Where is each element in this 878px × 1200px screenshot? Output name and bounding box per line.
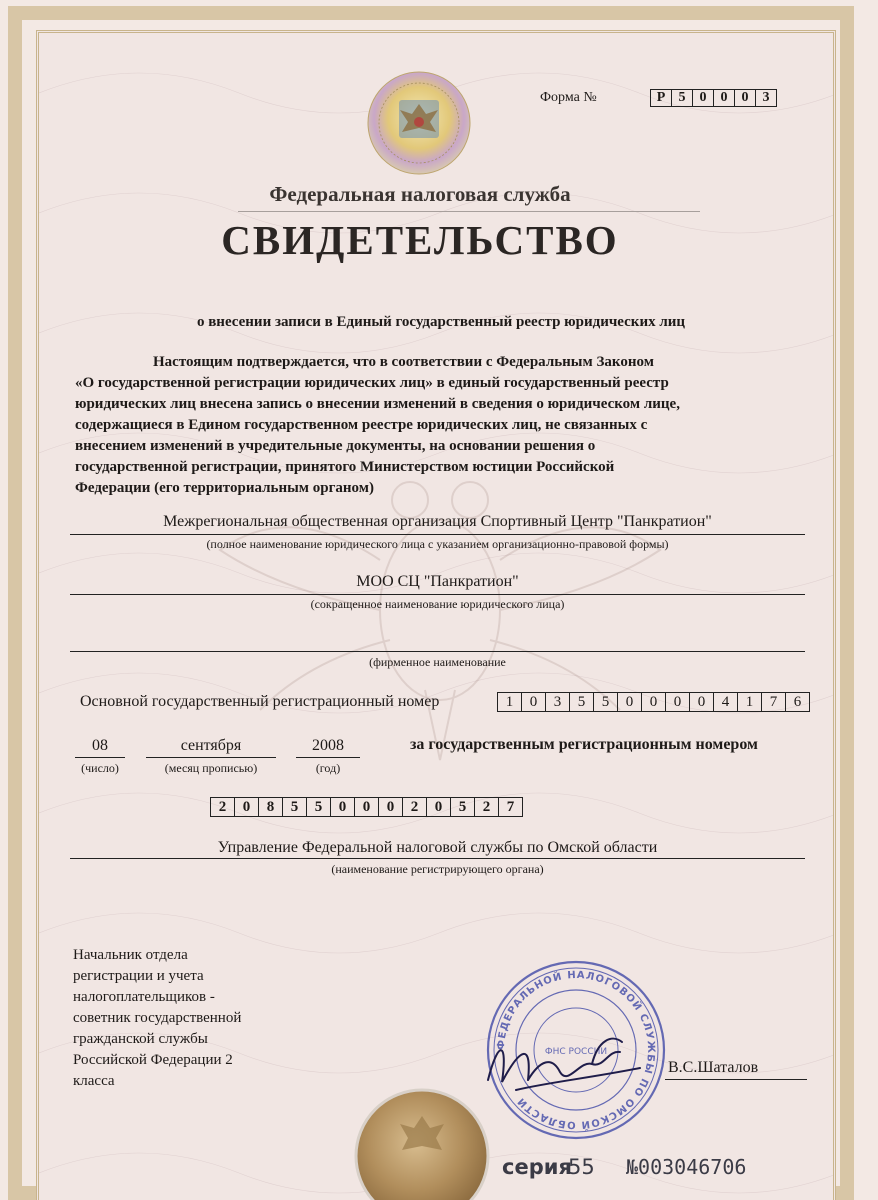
brand-name-caption: (фирменное наименование	[369, 655, 506, 669]
agency-underline	[238, 211, 700, 212]
form-number-label: Форма №	[540, 90, 597, 105]
gold-seal-icon	[354, 1088, 490, 1200]
position-line: Российской Федерации 2	[73, 1052, 233, 1068]
body-line: внесением изменений в учредительные документы, на основании решения о	[75, 438, 596, 454]
ogrn-digit: 6	[793, 694, 802, 710]
position-line: гражданской службы	[73, 1031, 208, 1047]
ogrn-digit: 0	[642, 693, 666, 711]
hologram-emblem-icon	[366, 70, 472, 176]
short-name-caption: (сокращенное наименование юридического лица)	[310, 597, 565, 611]
ogrn-digit: 5	[594, 693, 618, 711]
grn-digit: 0	[355, 798, 379, 816]
date-month-caption: (месяц прописью)	[164, 761, 258, 775]
grn-digit: 0	[427, 798, 451, 816]
date-year-line	[296, 757, 360, 758]
handwritten-signature	[480, 1020, 650, 1100]
ogrn-digit: 1	[498, 693, 522, 711]
ogrn-digit: 5	[570, 693, 594, 711]
date-day-value: 08	[92, 737, 108, 754]
form-code-cell: 5	[672, 90, 693, 106]
grn-digit: 5	[451, 798, 475, 816]
document-subtitle: о внесении записи в Единый государственный реестр юридических лиц	[196, 314, 686, 330]
grn-cells	[210, 797, 523, 817]
position-line: налогоплательщиков -	[73, 989, 215, 1005]
form-code-cells	[650, 89, 777, 107]
grn-digit: 2	[403, 798, 427, 816]
ogrn-digit: 3	[546, 693, 570, 711]
body-line: государственной регистрации, принятого Министерством юстиции Российской	[75, 459, 615, 475]
grn-label: за государственным регистрационным номером	[410, 736, 758, 753]
date-year-caption: (год)	[315, 761, 341, 775]
grn-digit: 0	[379, 798, 403, 816]
ogrn-digit: 4	[714, 693, 738, 711]
agency-name: Федеральная налоговая служба	[269, 182, 571, 206]
body-line: Федерации (его территориальным органом)	[75, 480, 374, 496]
ogrn-digit: 0	[522, 693, 546, 711]
grn-digit: 5	[307, 798, 331, 816]
full-name-line	[70, 534, 805, 535]
short-name-line	[70, 594, 805, 595]
form-code-cell: 0	[735, 90, 756, 106]
date-day-caption: (число)	[81, 761, 119, 775]
body-line: «О государственной регистрации юридических лиц» в единый государственный реестр	[75, 375, 669, 391]
grn-digit: 2	[475, 798, 499, 816]
ogrn-digit: 1	[738, 693, 762, 711]
ogrn-cells	[497, 692, 810, 712]
date-day-line	[75, 757, 125, 758]
position-line: советник государственной	[73, 1010, 242, 1026]
date-year-value: 2008	[312, 737, 344, 754]
certification-text	[75, 352, 810, 499]
authority-caption: (наименование регистрирующего органа)	[331, 862, 544, 876]
full-name-value: Межрегиональная общественная организация Спортивный Центр "Панкратион"	[163, 513, 712, 530]
brand-name-line	[70, 651, 805, 652]
series-value: 55	[568, 1155, 595, 1179]
body-line: содержащиеся в Едином государственном реестре юридических лиц, не связанных с	[75, 417, 648, 433]
grn-digit: 2	[211, 798, 235, 816]
svg-text:ФНС РОССИИ: ФНС РОССИИ	[544, 1047, 608, 1057]
body-line: юридических лиц внесена запись о внесении изменений в сведения о юридическом лице,	[75, 396, 680, 412]
form-code-cell: 3	[762, 90, 770, 105]
signer-name: В.С.Шаталов	[668, 1059, 759, 1076]
form-code-cell: Р	[651, 90, 672, 106]
authority-line	[70, 858, 805, 859]
signatory-position	[73, 945, 293, 1092]
series-label: серия	[502, 1155, 572, 1179]
date-month-value: сентября	[180, 737, 242, 754]
body-line: Настоящим подтверждается, что в соответствии с Федеральным Законом	[153, 354, 654, 370]
form-code-cell: 0	[693, 90, 714, 106]
ogrn-digit: 0	[690, 693, 714, 711]
signer-underline	[665, 1079, 807, 1080]
svg-text:ФЕДЕРАЛЬНОЙ НАЛОГОВОЙ СЛУЖБЫ П: ФЕДЕРАЛЬНОЙ НАЛОГОВОЙ СЛУЖБЫ ПО ОМСКОЙ ОБЛАСТИ	[495, 969, 657, 1131]
ogrn-digit: 0	[666, 693, 690, 711]
position-line: регистрации и учета	[73, 968, 204, 984]
grn-digit: 7	[506, 799, 515, 815]
grn-digit: 5	[283, 798, 307, 816]
form-code-cell: 0	[714, 90, 735, 106]
grn-digit: 0	[235, 798, 259, 816]
date-month-line	[146, 757, 276, 758]
grn-digit: 0	[331, 798, 355, 816]
ogrn-digit: 7	[762, 693, 786, 711]
grn-digit: 8	[259, 798, 283, 816]
full-name-caption: (полное наименование юридического лица с указанием организационно-правовой формы)	[206, 537, 669, 551]
document-title: СВИДЕТЕЛЬСТВО	[221, 217, 619, 263]
position-line: класса	[73, 1073, 115, 1089]
authority-value: Управление Федеральной налоговой службы по Омской области	[217, 839, 658, 856]
ogrn-label: Основной государственный регистрационный номер	[80, 693, 440, 710]
blank-number: №003046706	[626, 1155, 747, 1179]
position-line: Начальник отдела	[73, 947, 188, 963]
short-name-value: МОО СЦ "Панкратион"	[356, 573, 519, 590]
ogrn-digit: 0	[618, 693, 642, 711]
